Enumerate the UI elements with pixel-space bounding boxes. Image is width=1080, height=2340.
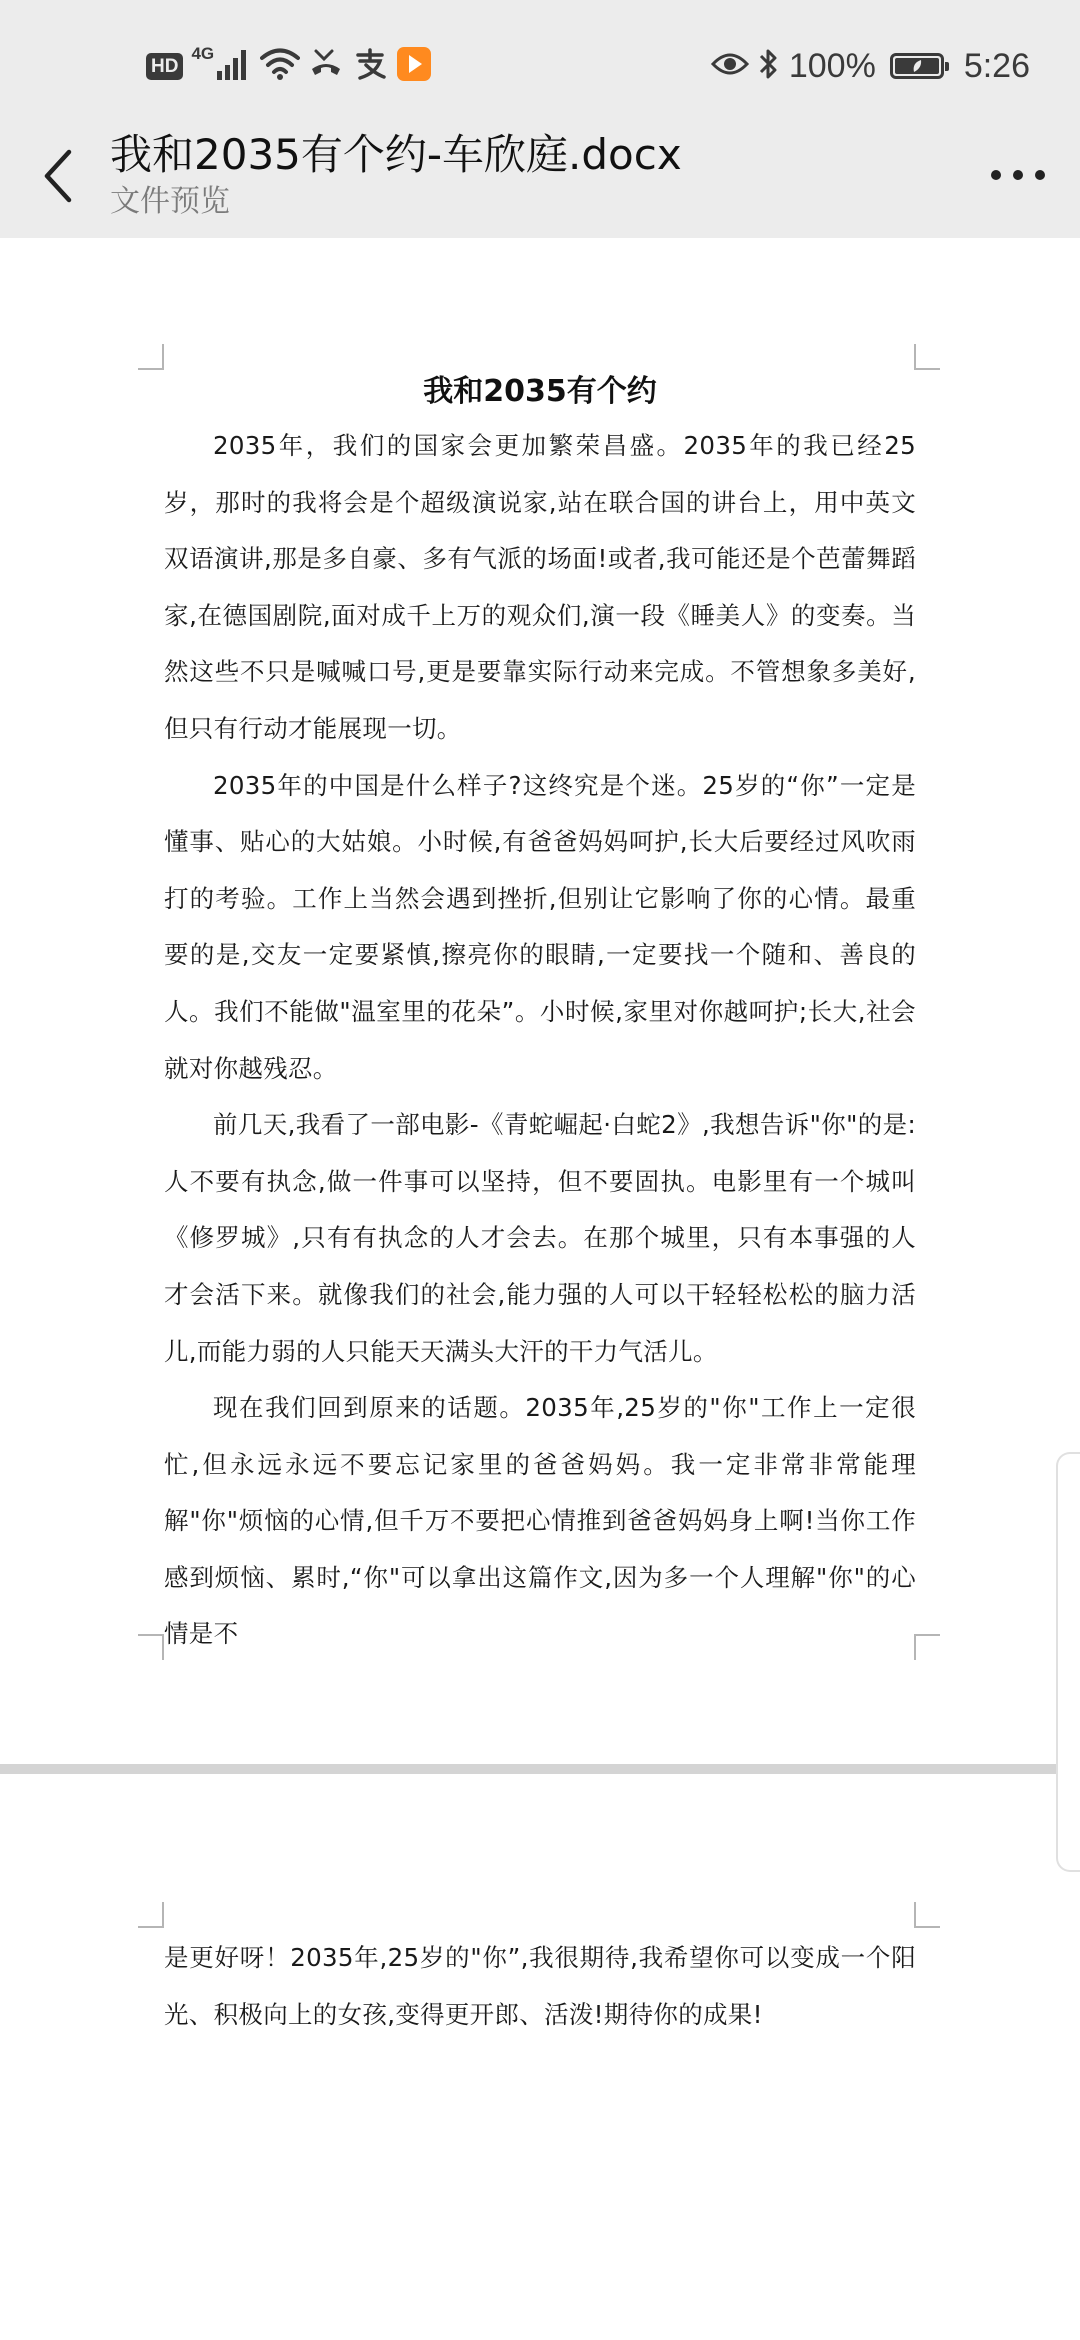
status-bar-left — [146, 42, 432, 90]
paragraph: 现在我们回到原来的话题。2035年,25岁的"你"工作上一定很忙,但永远永远不要忘记家里的爸爸妈妈。我一定非常非常能理解"你"烦恼的心情,但千万不要把心情推到爸爸妈妈身上啊!当你工作感到烦恼、累时,“你"可以拿出这篇作文,因为多一个人理解"你"的心情是不 — [164, 1393, 916, 1649]
page-corner-mark — [914, 344, 940, 370]
status-bar-right — [711, 42, 1030, 90]
page-corner-mark — [138, 1634, 164, 1660]
paragraph: 前几天,我看了一部电影-《青蛇崛起·白蛇2》,我想告诉"你"的是:人不要有执念,做一件事可以坚持，但不要固执。电影里有一个城叫《修罗城》,只有有执念的人才会去。在那个城里，只有本事强的人才会活下来。就像我们的社会,能力强的人可以干轻轻松松的脑力活儿,而能力弱的人只能天天满头大汗的干力气活儿。 — [164, 1110, 916, 1366]
battery-percentage: 100% — [788, 46, 876, 85]
document-page-2 — [0, 1774, 1080, 2340]
more-options-button[interactable] — [986, 150, 1050, 200]
back-button[interactable] — [28, 136, 88, 216]
page-corner-mark — [914, 1902, 940, 1928]
power-saving-leaf-icon — [912, 59, 922, 73]
page-corner-mark — [138, 344, 164, 370]
back-arrow-icon — [41, 148, 75, 204]
app-header — [0, 130, 1080, 238]
hd-badge: HD — [146, 53, 183, 80]
clock: 5:26 — [963, 46, 1030, 85]
more-options-icon — [990, 169, 1046, 181]
page-separator — [0, 1764, 1080, 1774]
page-corner-mark — [914, 1634, 940, 1660]
network-type-label: 4G — [191, 44, 215, 63]
scroll-handle[interactable] — [1056, 1452, 1080, 1872]
missed-call-icon — [308, 47, 344, 85]
paragraph: 2035年，我们的国家会更加繁荣昌盛。2035年的我已经25岁，那时的我将会是个超级演说家,站在联合国的讲台上，用中英文双语演讲,那是多自豪、多有气派的场面!或者,我可能还是个芭蕾舞蹈家,在德国剧院,面对成千上万的观众们,演一段《睡美人》的变奏。当然这些不只是喊喊口号,更是要靠实际行动来完成。不管想象多美好,但只有行动才能展现一切。 — [164, 431, 916, 743]
paragraph: 是更好呀！2035年,25岁的"你”,我很期待,我希望你可以变成一个阳光、积极向上的女孩,变得更开郎、活泼!期待你的成果! — [164, 1943, 916, 2029]
page-2-content — [164, 1930, 916, 2043]
page-corner-mark — [138, 1902, 164, 1928]
document-page-1 — [0, 238, 1080, 1764]
wifi-icon — [260, 47, 300, 85]
signal-icon — [216, 47, 252, 85]
preview-subtitle: 文件预览 — [110, 184, 230, 219]
file-name-title: 我和2035有个约-车欣庭.docx — [110, 130, 682, 179]
app-notification-icon — [396, 46, 432, 86]
page-1-content — [164, 372, 916, 1663]
eye-icon — [711, 49, 749, 83]
paragraph: 2035年的中国是什么样子?这终究是个迷。25岁的“你”一定是懂事、贴心的大姑娘。小时候,有爸爸妈妈呵护,长大后要经过风吹雨打的考验。工作上当然会遇到挫折,但别让它影响了你的心情。最重要的是,交友一定要紧慎,擦亮你的眼睛,一定要找一个随和、善良的人。我们不能做"温室里的花朵”。小时候,家里对你越呵护;长大,社会就对你越残忍。 — [164, 770, 916, 1083]
document-viewer[interactable] — [0, 238, 1080, 2340]
status-bar — [0, 0, 1080, 130]
document-heading: 我和2035有个约 — [423, 374, 657, 409]
battery-icon — [890, 53, 944, 79]
bluetooth-icon — [757, 47, 781, 85]
alipay-icon — [352, 47, 388, 85]
